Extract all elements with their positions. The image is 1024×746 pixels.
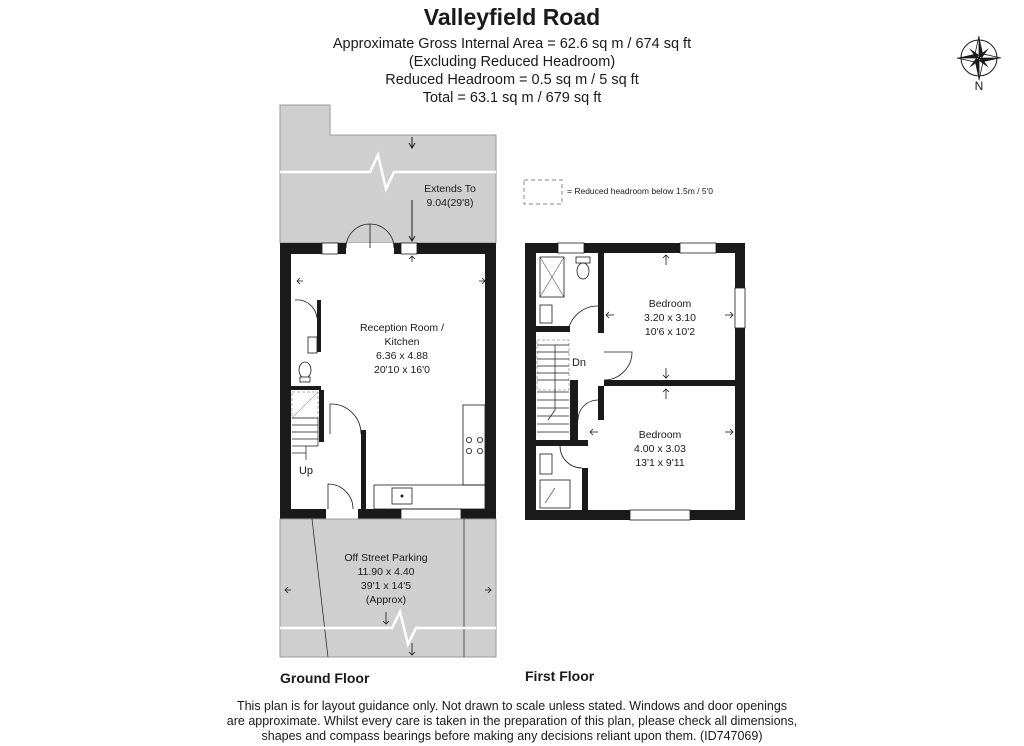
window bbox=[322, 243, 338, 254]
first-stairs bbox=[537, 345, 569, 432]
bedroom2-metric: 4.00 x 3.03 bbox=[634, 443, 686, 455]
toilet-icon bbox=[299, 362, 311, 378]
reception-name-cont: Kitchen bbox=[384, 336, 420, 348]
first-floor-label: First Floor bbox=[525, 668, 595, 684]
legend-text: = Reduced headroom below 1.5m / 5'0 bbox=[567, 186, 713, 196]
disclaimer bbox=[0, 699, 1024, 744]
compass-north-label: N bbox=[974, 79, 984, 93]
window bbox=[630, 510, 690, 520]
toilet-icon bbox=[577, 263, 589, 279]
bedroom1-metric: 3.20 x 3.10 bbox=[644, 312, 696, 324]
disclaimer-line: are approximate. Whilst every care is taken in the preparation of this plan, please check all dimensions, bbox=[226, 714, 798, 728]
ground-stairs-up-label: Up bbox=[298, 465, 314, 477]
gross-area-line: Approximate Gross Internal Area = 62.6 sq m / 674 sq ft bbox=[332, 36, 692, 52]
ground-floor-label: Ground Floor bbox=[280, 670, 370, 686]
reduced-headroom-line: Reduced Headroom = 0.5 sq m / 5 sq ft bbox=[385, 72, 639, 88]
parking-name: Off Street Parking bbox=[344, 552, 428, 564]
basin-icon bbox=[540, 305, 552, 323]
window bbox=[680, 243, 716, 253]
compass-rose-icon bbox=[957, 36, 1001, 80]
plan-title: Valleyfield Road bbox=[423, 4, 601, 30]
first-floor-plan bbox=[525, 243, 745, 520]
kitchen-worktop bbox=[463, 405, 485, 485]
bedroom2-imperial: 13'1 x 9'11 bbox=[635, 457, 685, 469]
disclaimer-line: shapes and compass bearings before making any decisions reliant upon them. (ID747069) bbox=[261, 729, 763, 743]
ground-floor-walls bbox=[280, 243, 496, 519]
garden-length-label: 9.04(29'8) bbox=[426, 197, 474, 209]
window bbox=[558, 243, 584, 253]
window bbox=[401, 509, 461, 519]
bedroom1-imperial: 10'6 x 10'2 bbox=[644, 326, 696, 338]
excluding-headroom-line: (Excluding Reduced Headroom) bbox=[408, 54, 616, 70]
wc-basin-icon bbox=[308, 337, 317, 353]
hob-icon bbox=[466, 437, 482, 453]
reception-metric: 6.36 x 4.88 bbox=[376, 350, 428, 362]
window bbox=[735, 288, 745, 328]
bedroom1-name: Bedroom bbox=[648, 298, 692, 310]
ground-stairs bbox=[292, 418, 318, 453]
first-stairs-down-label: Dn bbox=[571, 357, 587, 369]
total-area-line: Total = 63.1 sq m / 679 sq ft bbox=[422, 90, 602, 106]
garden-extends-label: Extends To bbox=[424, 183, 476, 195]
parking-imperial: 39'1 x 14'5 bbox=[360, 580, 412, 592]
disclaimer-line: This plan is for layout guidance only. Not drawn to scale unless stated. Windows and door openings bbox=[236, 699, 788, 713]
parking-approx: (Approx) bbox=[365, 594, 407, 606]
reception-name: Reception Room / bbox=[359, 322, 445, 334]
parking-metric: 11.90 x 4.40 bbox=[357, 566, 415, 578]
window bbox=[401, 243, 417, 254]
reception-imperial: 20'10 x 16'0 bbox=[374, 364, 430, 376]
bedroom2-name: Bedroom bbox=[638, 429, 682, 441]
garden-area bbox=[280, 105, 496, 243]
basin-icon bbox=[540, 454, 552, 474]
reduced-headroom-swatch bbox=[524, 180, 562, 204]
ground-floor-plan bbox=[280, 105, 496, 657]
shower-icon bbox=[540, 480, 570, 508]
